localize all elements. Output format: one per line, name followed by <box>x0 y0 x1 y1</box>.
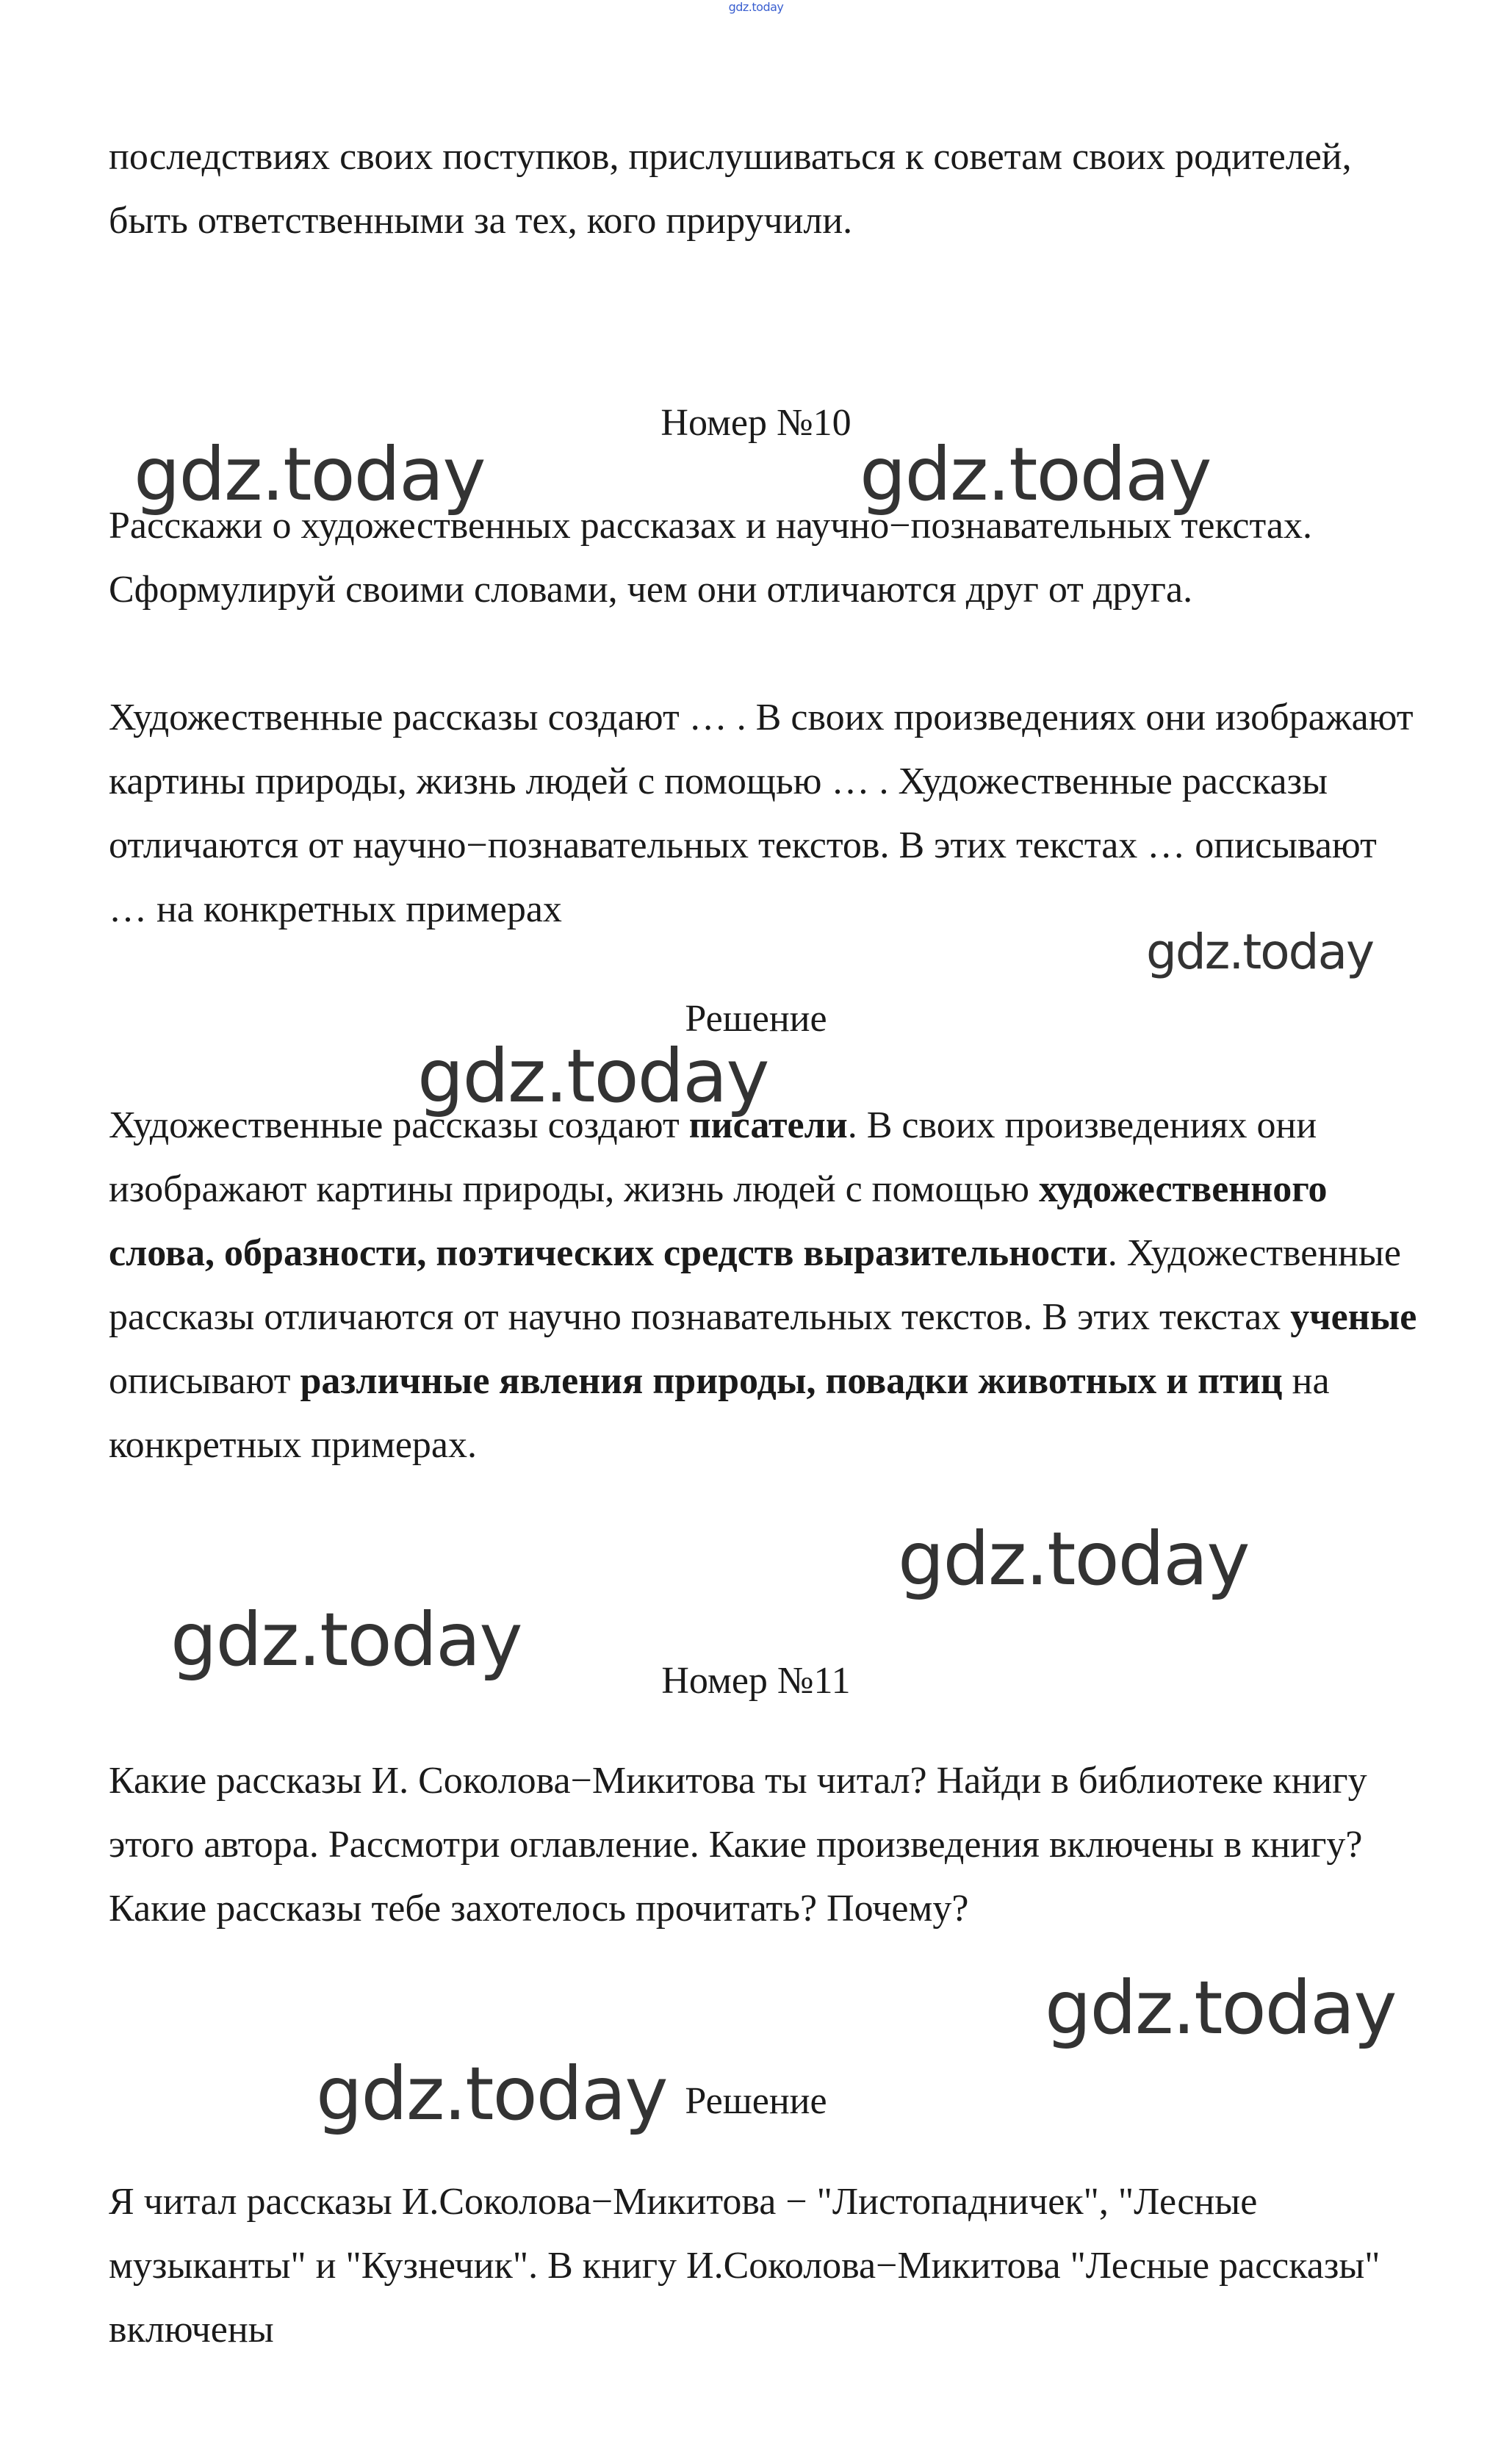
watermark: gdz.today <box>898 1516 1249 1602</box>
answer-highlight: различные явления природы, повадки животных и птиц <box>300 1360 1283 1402</box>
watermark: gdz.today <box>417 1033 768 1119</box>
site-logo[interactable]: gdz.today <box>728 0 784 14</box>
task-10-answer <box>109 1093 1424 1477</box>
task-10-title: Номер №10 <box>660 402 852 444</box>
task-10-template: Художественные рассказы создают … . В своих произведениях они изображают картины природы, жизнь людей с помощью … . Художественные рассказы отличаются от научно−познавательных текстов. В этих текстах … описывают … на конкретных примерах <box>109 697 1414 930</box>
watermark: gdz.today <box>170 1597 522 1683</box>
answer-highlight: художественного слова, образности, поэтических средств выразительности <box>109 1168 1328 1274</box>
task-11-solution-title: Решение <box>685 2080 827 2122</box>
task-11-answer: Я читал рассказы И.Соколова−Микитова − "Листопадничек", "Лесные музыканты" и "Кузнечик". В книгу И.Соколова−Микитова "Лесные рассказы" включены <box>109 2181 1380 2351</box>
watermark: gdz.today <box>860 431 1211 517</box>
task-10-question: Расскажи о художественных рассказах и научно−познавательных текстах. Сформулируй своими словами, чем они отличаются друг от друга. <box>109 505 1312 611</box>
watermark: gdz.today <box>1045 1965 1396 2051</box>
task-11-question: Какие рассказы И. Соколова−Микитова ты читал? Найди в библиотеке книгу этого автора. Рассмотри оглавление. Какие произведения включены в книгу? Какие рассказы тебе захотелось прочитать? Почему? <box>109 1760 1367 1930</box>
watermark: gdz.today <box>316 2051 667 2137</box>
continuation-text: последствиях своих поступков, прислушиваться к советам своих родителей, быть ответственными за тех, кого приручили. <box>109 136 1352 242</box>
watermark: gdz.today <box>134 431 485 517</box>
answer-highlight: писатели <box>688 1104 848 1146</box>
watermark: gdz.today <box>1146 924 1374 980</box>
answer-text: на конкретных примерах. <box>109 1360 1330 1466</box>
answer-text: . Художественные рассказы отличаются от научно познавательных текстов. В этих текстах <box>109 1232 1402 1338</box>
task-10-solution-title: Решение <box>685 998 827 1040</box>
answer-highlight: ученые <box>1290 1296 1417 1338</box>
answer-text: Художественные рассказы создают <box>109 1104 689 1146</box>
task-11-title: Номер №11 <box>661 1660 851 1702</box>
answer-text: . В своих произведениях они изображают картины природы, жизнь людей с помощью <box>109 1104 1317 1210</box>
answer-text: описывают <box>109 1360 300 1402</box>
